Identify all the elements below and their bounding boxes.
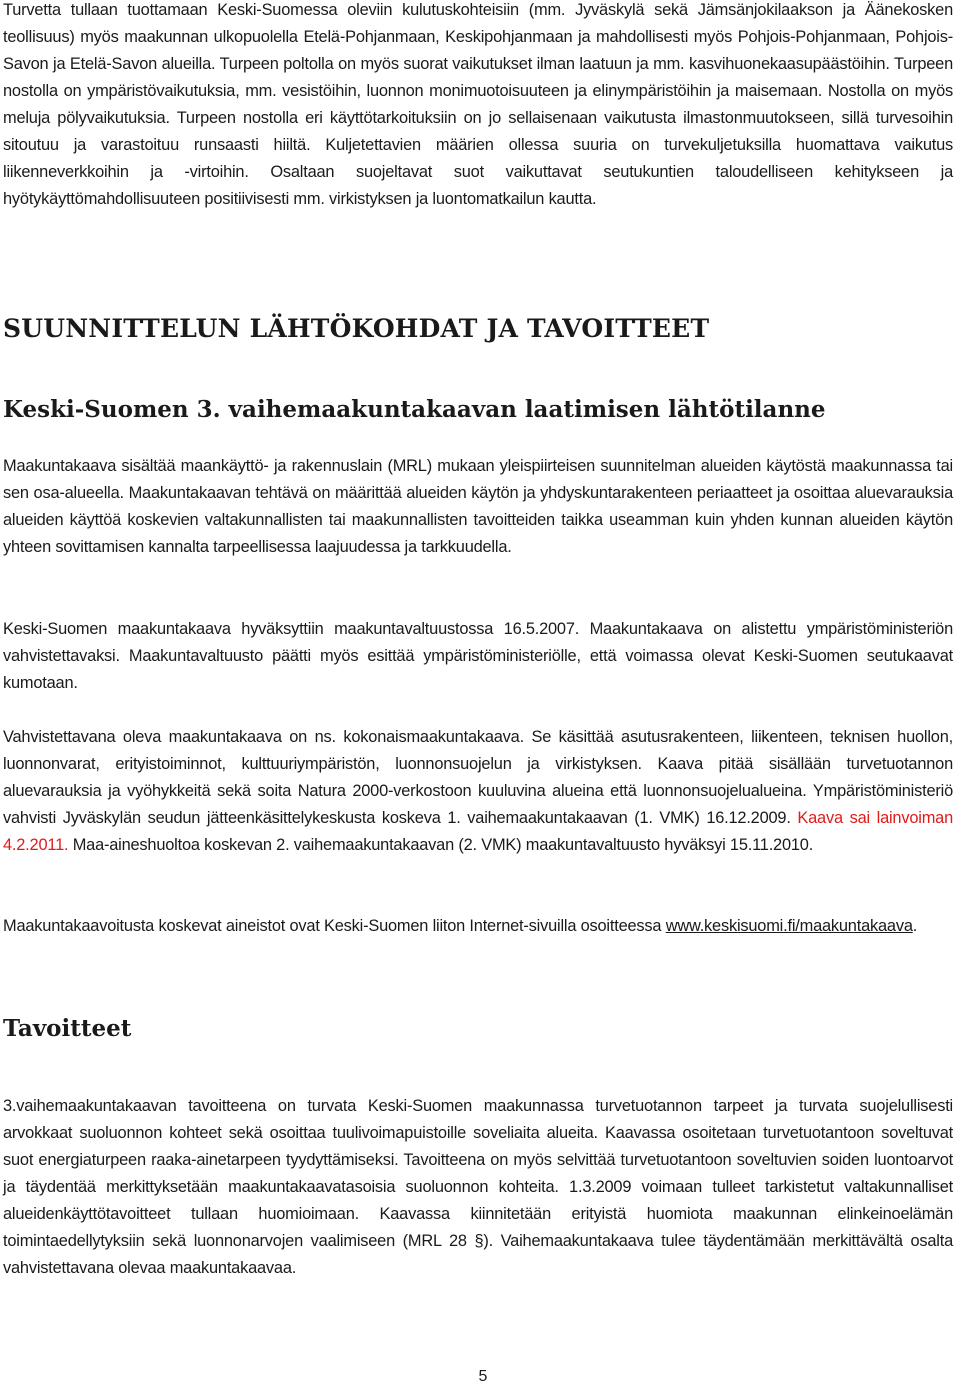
paragraph-materials xyxy=(3,913,953,940)
overall-plan-text: Vahvistettavana oleva maakuntakaava on ns. kokonaismaakuntakaava. Se käsittää asutusrakenteen, liikenteen, teknisen huollon, luonnonvarat, erityistoiminnot, kulttuuriympäristön, luonnonsuojelun ja virkistyksen. Kaava pitää sisällään turvetuotannon aluevarauksia ja vyöhykkeitä sekä soita Natura 2000-verkostoon kuuluvina alueina että luonnonsuojelualueina. Ympäristöministeriö vahvisti Jyväskylän seudun jätteenkäsittelykeskusta koskeva 1. vaihemaakuntakaavan (1. VMK) 16.12.2009. xyxy=(3,728,953,827)
paragraph-overall-plan xyxy=(3,724,953,859)
subheading-starting-point: Keski-Suomen 3. vaihemaakuntakaavan laatimisen lähtötilanne xyxy=(3,396,826,423)
section-heading-planning: SUUNNITTELUN LÄHTÖKOHDAT JA TAVOITTEET xyxy=(3,314,710,343)
paragraph-plan-approval: Keski-Suomen maakuntakaava hyväksyttiin maakuntavaltuustossa 16.5.2007. Maakuntakaava on alistettu ympäristöministeriön vahvistettavaksi. Maakuntavaltuusto päätti myös esittää ympäristöministeriölle, että voimassa olevat Keski-Suomen seutukaavat kumotaan. xyxy=(3,620,953,692)
overall-plan-text-end: Maa-aineshuoltoa koskevan 2. vaihemaakuntakaavan (2. VMK) maakuntavaltuusto hyväksyi 15.11.2010. xyxy=(68,836,814,854)
legal-force-note: Kaava sai lainvoiman 4.2.2011. xyxy=(3,809,953,854)
paragraph-peat-impacts: Turvetta tullaan tuottamaan Keski-Suomessa oleviin kulutuskohteisiin (mm. Jyväskylä sekä Jämsänjokilaakson ja Äänekosken teollisuus) myös maakunnan ulkopuolella Etelä-Pohjanmaan, Keskipohjanmaan ja mahdollisesti myös Pohjois-Pohjanmaan, Pohjois-Savon ja Etelä-Savon alueilla. Turpeen poltolla on myös suorat vaikutukset ilman laatuun ja mm. kasvihuonekaasupäästöihin. Turpeen nostolla on ympäristövaikutuksia, mm. vesistöihin, luonnon monimuotoisuuteen ja elinympäristöihin ja maisemaan. Nostolla on myös meluja pölyvaikutuksia. Turpeen nostolla eri käyttötarkoituksiin on jo sellaisenaan vaikutusta ilmastonmuutokseen, sillä turvesoihin sitoutuu ja varastoituu runsaasti hiiltä. Kuljetettavien määrien ollessa suuria on turvekuljetuksilla huomattava vaikutus liikenneverkkoihin ja -virtoihin. Osaltaan suojeltavat suot vaikuttavat seutukuntien taloudelliseen kehitykseen ja hyötykäyttömahdollisuuteen positiivisesti mm. virkistyksen ja luontomatkailun kautta. xyxy=(3,1,953,208)
materials-text: Maakuntakaavoitusta koskevat aineistot ovat Keski-Suomen liiton Internet-sivuilla osoitteessa xyxy=(3,917,662,935)
heading-goals: Tavoitteet xyxy=(3,1015,132,1042)
maakuntakaava-link[interactable]: www.keskisuomi.fi/maakuntakaava xyxy=(665,917,913,935)
paragraph-goals: 3.vaihemaakuntakaavan tavoitteena on turvata Keski-Suomen maakunnassa turvetuotannon tarpeet ja turvata suojelullisesti arvokkaat suoluonnon kohteet sekä osoittaa tuulivoimapuistoille soveliaita alueita. Kaavassa osoitetaan turvetuotantoon soveltuvat suot energiaturpeen raaka-ainetarpeen tyydyttämiseksi. Tavoitteena on myös selvittää turvetuotantoon soveltuvien soiden luontoarvot ja täydentää merkittyksetään maakuntakaavatasoisia suoluonnon kohteita. 1.3.2009 voimaan tulleet tarkistetut valtakunnalliset alueidenkäyttötavoitteet tullaan huomioimaan. Kaavassa kiinnitetään erityistä huomiota maakunnan elinkeinoelämän toimintaedellytyksiin sekä luonnonarvojen vaalimiseen (MRL 28 §). Vaihemaakuntakaava tulee täydentämään merkittävältä osalta vahvistettavana olevaa maakuntakaavaa. xyxy=(3,1097,953,1277)
materials-period: . xyxy=(912,917,918,935)
paragraph-regional-plan: Maakuntakaava sisältää maankäyttö- ja rakennuslain (MRL) mukaan yleispiirteisen suunnitelman alueiden käytöstä maakunnassa tai sen osa-alueella. Maakuntakaavan tehtävä on määrittää alueiden käytön ja yhdyskuntarakenteen periaatteet ja osoittaa aluevarauksia alueiden käyttöä koskevien valtakunnallisten tai maakunnallisten tavoitteiden taikka useamman kuin yhden kunnan alueiden käytön yhteen sovittamisen kannalta tarpeellisessa laajuudessa ja tarkkuudella. xyxy=(3,457,953,556)
page-number: 5 xyxy=(478,1368,488,1385)
